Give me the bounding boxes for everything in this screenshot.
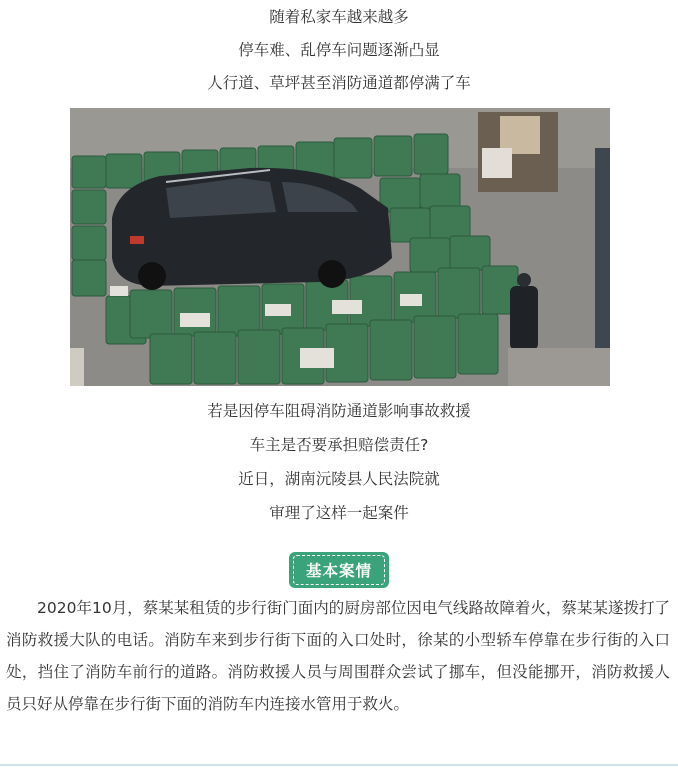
photo-illustration: [70, 108, 610, 386]
bottom-divider: [0, 764, 678, 766]
question-line: 车主是否要承担赔偿责任?: [249, 436, 429, 454]
intro-text: [0, 0, 678, 100]
suv-car: [112, 168, 392, 290]
news-photo-car-surrounded-by-bins: [70, 108, 610, 386]
intro-line: 随着私家车越来越多: [269, 8, 409, 26]
question-line: 审理了这样一起案件: [269, 504, 409, 522]
section-header: [0, 552, 678, 588]
question-line: 近日，湖南沅陵县人民法院就: [238, 470, 440, 488]
question-text: [0, 394, 678, 530]
section-badge-label: 基本案情: [293, 555, 385, 585]
intro-line: 停车难、乱停车问题逐渐凸显: [238, 41, 440, 59]
intro-line: 人行道、草坪甚至消防通道都停满了车: [207, 74, 471, 92]
question-line: 若是因停车阻碍消防通道影响事故救援: [207, 402, 471, 420]
section-badge: [289, 552, 389, 588]
case-description-paragraph: 2020年10月，蔡某某租赁的步行街门面内的厨房部位因电气线路故障着火，蔡某某遂拨打了消防救援大队的电话。消防车来到步行街下面的入口处时，徐某的小型轿车停靠在步行街的入口处，挡住了消防车前行的道路。消防救援人员与周围群众尝试了挪车，但没能挪开，消防救援人员只好从停靠在步行街下面的消防车内连接水管用于救火。: [6, 599, 670, 713]
